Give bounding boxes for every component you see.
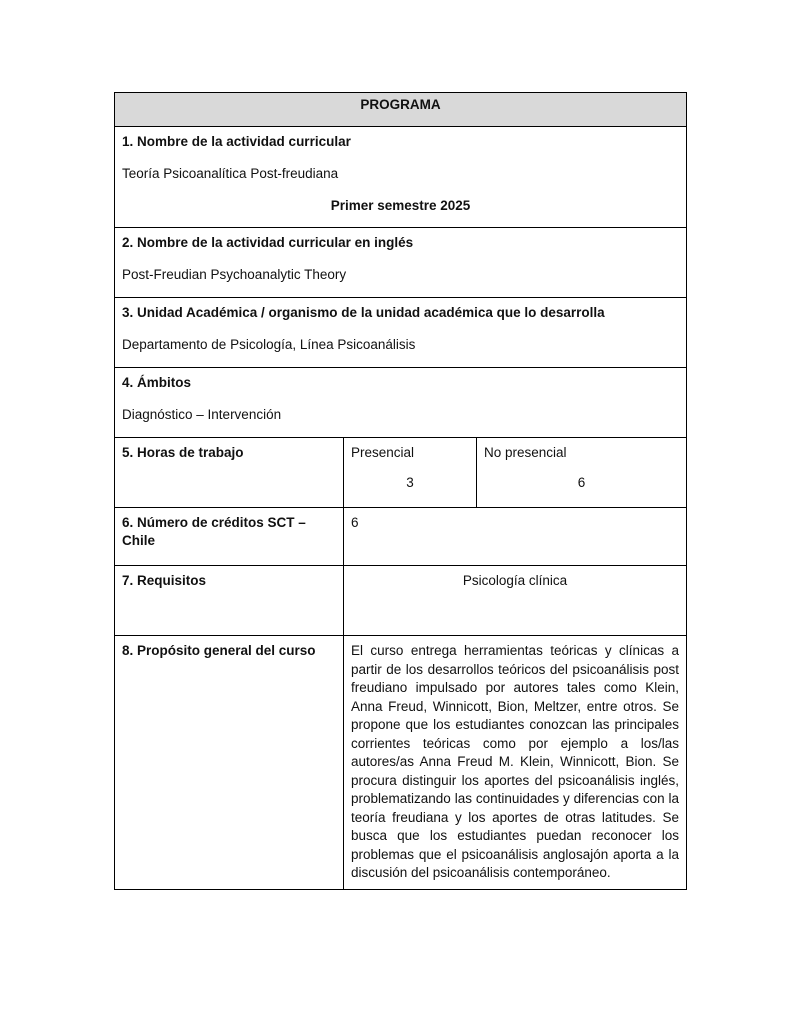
section-6-title-cell — [115, 508, 344, 566]
program-table — [114, 92, 687, 890]
section-1-title: 1. Nombre de la actividad curricular — [122, 134, 351, 149]
no-presencial-value: 6 — [577, 475, 586, 490]
section-8-title: 8. Propósito general del curso — [122, 643, 316, 658]
scopes-value: Diagnóstico – Intervención — [122, 407, 282, 422]
section-7-title-cell — [115, 566, 344, 636]
program-header: PROGRAMA — [115, 93, 687, 127]
header-row — [115, 93, 687, 127]
presencial-label: Presencial — [351, 445, 415, 460]
section-8-title-cell — [115, 636, 344, 890]
section-3-title: 3. Unidad Académica / organismo de la unidad académica que lo desarrolla — [122, 305, 605, 320]
purpose-cell — [344, 636, 687, 890]
academic-unit: Departamento de Psicología, Línea Psicoanálisis — [122, 337, 416, 352]
credits-cell — [344, 508, 687, 566]
requirements-value: Psicología clínica — [462, 573, 568, 588]
section-4-title: 4. Ámbitos — [122, 375, 192, 390]
section-3-cell — [115, 298, 687, 368]
section-4-row — [115, 368, 687, 438]
no-presencial-label: No presencial — [484, 445, 567, 460]
section-2-row — [115, 228, 687, 298]
section-8-row — [115, 636, 687, 890]
course-name-es: Teoría Psicoanalítica Post-freudiana — [122, 166, 339, 181]
credits-value: 6 — [351, 515, 359, 530]
section-1-row — [115, 127, 687, 228]
section-7-title: 7. Requisitos — [122, 573, 207, 588]
semester-label: Primer semestre 2025 — [330, 198, 471, 213]
section-3-row — [115, 298, 687, 368]
section-4-cell — [115, 368, 687, 438]
section-5-title-cell — [115, 438, 344, 508]
section-6-title: 6. Número de créditos SCT – Chile — [122, 515, 306, 548]
no-presencial-cell — [477, 438, 687, 508]
presencial-cell — [344, 438, 477, 508]
requirements-cell — [344, 566, 687, 636]
section-7-row — [115, 566, 687, 636]
section-2-title: 2. Nombre de la actividad curricular en inglés — [122, 235, 414, 250]
purpose-text: El curso entrega herramientas teóricas y clínicas a partir de los desarrollos teóricos del psicoanálisis post freudiano impulsado por autores tales como Klein, Anna Freud, Winnicott, Bion, Meltzer, entre otros. Se propone que los estudiantes conozcan las principales corrientes teóricas como por ejemplo a los/las autores/as Anna Freud M. Klein, Winnicott, Bion. Se procura distinguir los aportes del psicoanálisis inglés, problematizando las continuidades y diferencias con la teoría freudiana y los aportes de otras latitudes. Se busca que los estudiantes puedan reconocer los problemas que el psicoanálisis anglosajón aporta a la discusión del psicoanálisis contemporáneo. — [351, 643, 679, 880]
course-name-en: Post-Freudian Psychoanalytic Theory — [122, 267, 347, 282]
section-5-row — [115, 438, 687, 508]
section-5-title: 5. Horas de trabajo — [122, 445, 244, 460]
section-6-row — [115, 508, 687, 566]
section-2-cell — [115, 228, 687, 298]
presencial-value: 3 — [406, 475, 414, 490]
section-1-cell — [115, 127, 687, 228]
